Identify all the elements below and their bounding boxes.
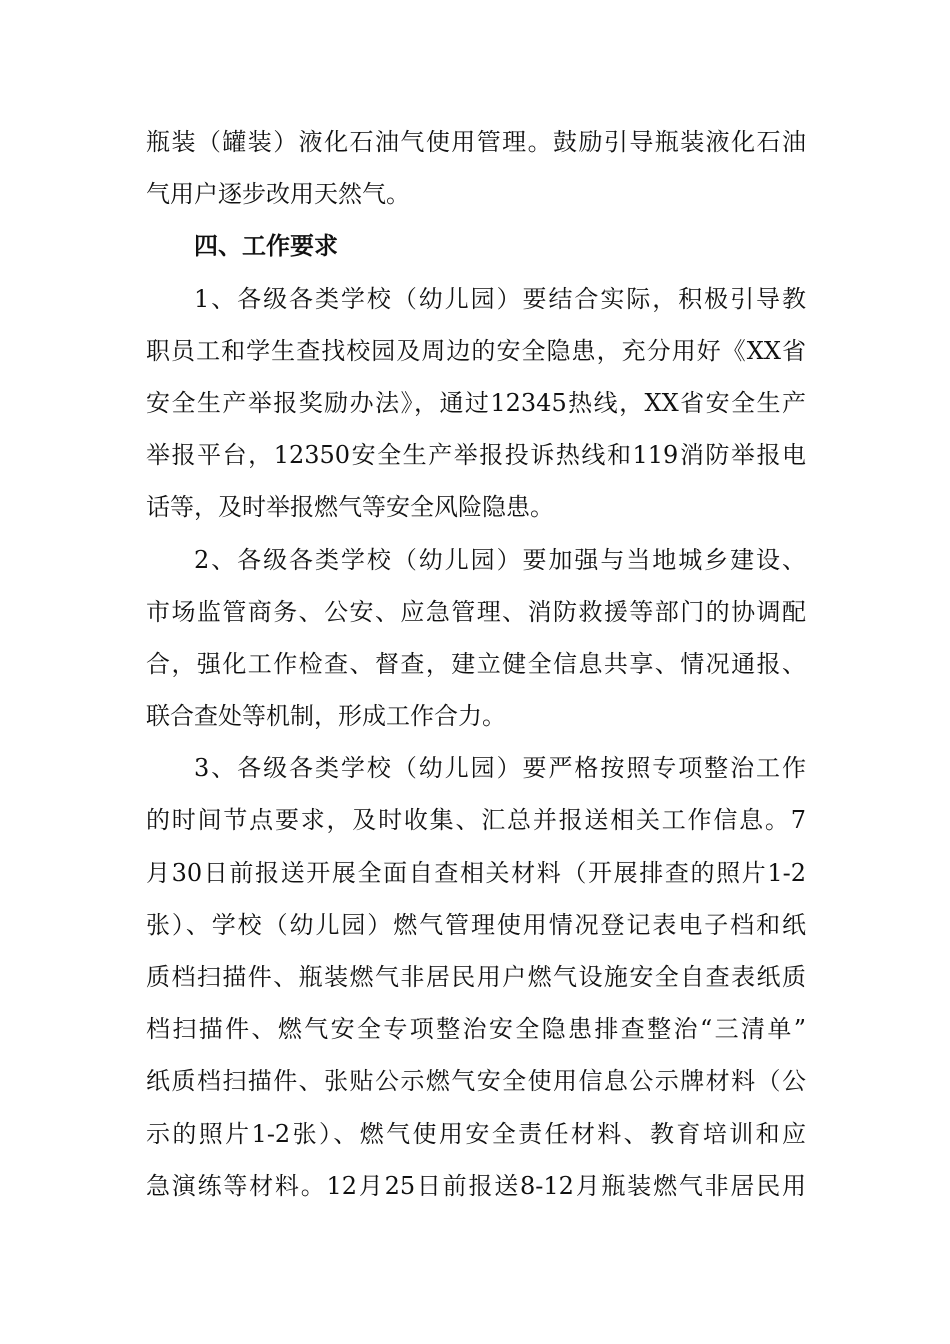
text-line: 瓶装（罐装）液化石油气使用管理。鼓励引导瓶装液化石油	[146, 128, 806, 156]
text-line: 档扫描件、燃气安全专项整治安全隐患排查整治“三清单”	[146, 1015, 806, 1044]
text-line: 张）、学校（幼儿园）燃气管理使用情况登记表电子档和纸	[146, 910, 806, 939]
text-line: 职员工和学生查找校园及周边的安全隐患，充分用好《XX省	[146, 336, 806, 365]
text-line: 气用户逐步改用天然气。	[146, 180, 410, 209]
text-line: 的时间节点要求，及时收集、汇总并报送相关工作信息。7	[146, 806, 806, 835]
text-line: 月30日前报送开展全面自查相关材料（开展排查的照片1-2	[146, 858, 806, 887]
section-heading: 四、工作要求	[194, 232, 338, 261]
text-line: 安全生产举报奖励办法》，通过12345热线，XX省安全生产	[146, 388, 806, 417]
text-line: 纸质档扫描件、张贴公示燃气安全使用信息公示牌材料（公	[146, 1067, 806, 1096]
paragraph-first-line: 2、各级各类学校（幼儿园）要加强与当地城乡建设、	[194, 545, 806, 574]
text-line: 举报平台，12350安全生产举报投诉热线和119消防举报电	[146, 441, 806, 470]
text-line: 话等，及时举报燃气等安全风险隐患。	[146, 493, 554, 522]
text-line: 示的照片1-2张）、燃气使用安全责任材料、教育培训和应	[146, 1119, 806, 1148]
text-line: 合，强化工作检查、督查，建立健全信息共享、情况通报、	[146, 649, 806, 678]
document-page	[146, 116, 806, 1212]
paragraph-first-line: 3、各级各类学校（幼儿园）要严格按照专项整治工作	[194, 754, 806, 783]
text-line: 联合查处等机制，形成工作合力。	[146, 702, 506, 731]
text-line: 市场监管商务、公安、应急管理、消防救援等部门的协调配	[146, 597, 806, 626]
text-line: 急演练等材料。12月25日前报送8-12月瓶装燃气非居民用	[146, 1171, 806, 1200]
text-line: 质档扫描件、瓶装燃气非居民用户燃气设施安全自查表纸质	[146, 963, 806, 991]
paragraph-first-line: 1、各级各类学校（幼儿园）要结合实际，积极引导教	[194, 284, 806, 313]
